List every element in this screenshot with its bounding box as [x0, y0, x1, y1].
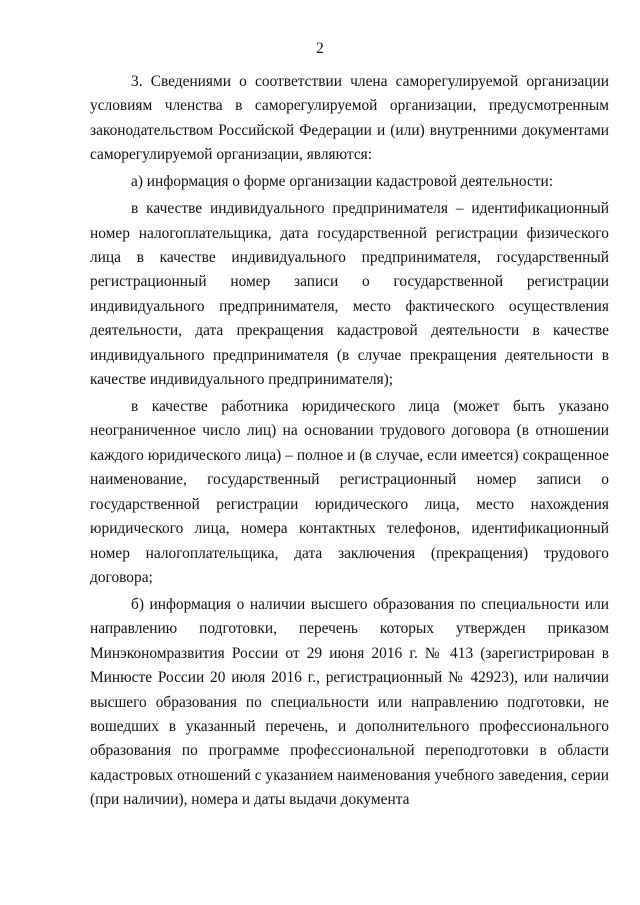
- paragraph-subitem-a: а) информация о форме организации кадастровой деятельности:: [131, 173, 554, 191]
- page-number: 2: [316, 40, 324, 57]
- paragraph-item-3: 3. Сведениями о соответствии члена саморегулируемой организации условиям членства в саморегулируемой организации, предусмотренным законодательством Российской Федерации и (или) внутренними документами саморегулируемой организации, являются:: [90, 73, 609, 164]
- document-body: [90, 70, 609, 813]
- paragraph-subitem-b: б) информация о наличии высшего образования по специальности или направлению подготовки, перечень которых утвержден приказом Минэкономразвития России от 29 июня 2016 г. № 413 (зарегистрирован в Минюсте России 20 июля 2016 г., регистрационный № 42923), или наличии высшего образования по специальности или направлению подготовки, не вошедших в указанный перечень, и дополнительного профессионального образования по программе профессиональной переподготовки в области кадастровых отношений с указанием наименования учебного заведения, серии (при наличии), номера и даты выдачи документа: [90, 595, 609, 809]
- paragraph-legal-entity-employee: в качестве работника юридического лица (может быть указано неограниченное число лиц) на основании трудового договора (в отношении каждого юридического лица) – полное и (в случае, если имеется) сокращенное наименование, государственный регистрационный номер записи о государственной регистрации юридического лица, место нахождения юридического лица, номера контактных телефонов, идентификационный номер налогоплательщика, дата заключения (прекращения) трудового договора;: [90, 398, 609, 586]
- paragraph-individual-entrepreneur: в качестве индивидуального предпринимателя – идентификационный номер налогоплательщика, дата государственной регистрации физического лица в качестве индивидуального предпринимателя, государственный регистрационный номер записи о государственной регистрации индивидуального предпринимателя, место фактического осуществления деятельности, дата прекращения кадастровой деятельности в качестве индивидуального предпринимателя (в случае прекращения деятельности в качестве индивидуального предпринимателя);: [90, 200, 609, 389]
